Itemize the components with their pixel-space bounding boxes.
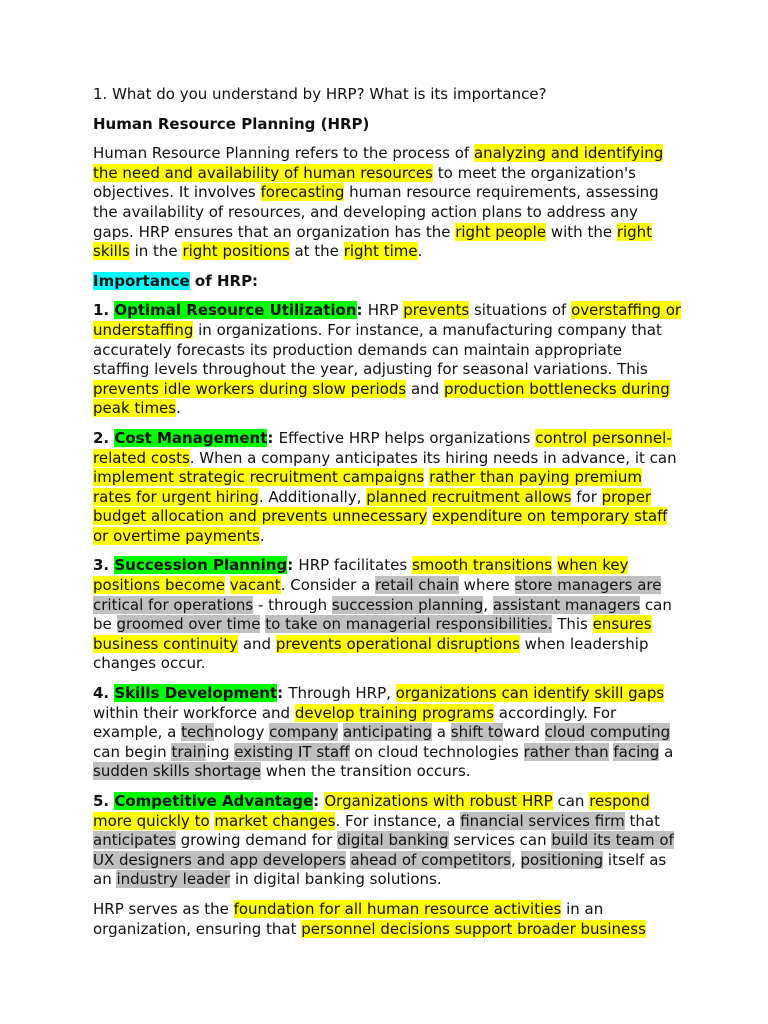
definition-paragraph <box>93 144 683 262</box>
highlighted-text: retail chain <box>375 576 459 595</box>
highlighted-text: train <box>171 742 207 761</box>
highlighted-text: financial services firm <box>460 811 625 830</box>
highlighted-text: implement strategic recruitment campaigns <box>93 468 425 487</box>
text-run: . <box>417 242 423 261</box>
highlighted-text: store managers are critical for operations <box>93 576 662 614</box>
importance-heading <box>93 272 683 292</box>
text-run: Effective HRP helps organizations <box>278 428 536 447</box>
bold-text: 1. <box>93 301 115 320</box>
highlighted-text: Skills Development <box>114 684 278 703</box>
text-run: in the <box>129 242 183 261</box>
highlighted-text: company <box>269 723 339 742</box>
text-run: . When a company anticipates its hiring needs in advance, it can <box>189 448 677 467</box>
text-run: a <box>659 742 674 761</box>
highlighted-text: organizations can identify skill gaps <box>395 684 665 703</box>
bold-text: 3. <box>93 556 115 575</box>
bold-text: 2. <box>93 428 115 447</box>
text-run: and <box>406 379 444 398</box>
highlighted-text: ensures business continuity <box>93 615 652 653</box>
highlighted-text: succession planning <box>331 595 484 614</box>
highlighted-text: facing <box>613 742 660 761</box>
highlighted-text: right people <box>455 222 547 241</box>
highlighted-text: industry leader <box>116 870 231 889</box>
point-2 <box>93 429 683 547</box>
text-run: . Additionally, <box>258 487 367 506</box>
closing-paragraph <box>93 900 683 939</box>
text-run: in digital banking solutions. <box>230 870 442 889</box>
text-run: where <box>458 576 515 595</box>
highlighted-text: ahead of competitors <box>350 850 511 869</box>
text-run: human resource requirements, assessing the availability of resources, and developing action plans to address any gaps. HRP ensures that an organization has the <box>93 183 659 241</box>
text-run: . <box>176 399 181 418</box>
bold-text: : <box>267 428 279 447</box>
point-3 <box>93 556 683 674</box>
highlighted-text: anticipating <box>343 723 433 742</box>
text-run: that <box>624 811 660 830</box>
bold-text: : <box>287 556 299 575</box>
highlighted-text: forecasting <box>260 183 345 202</box>
text-run: . Consider a <box>280 576 376 595</box>
text-run: when the transition occurs. <box>260 762 471 781</box>
text-run: to meet the organization's objectives. It involves <box>93 163 636 202</box>
highlighted-text: analyzing and identifying the need and availability of human resources <box>93 144 664 182</box>
text-run: at the <box>289 242 344 261</box>
bold-text: 4. <box>93 684 115 703</box>
text-run: when leadership changes occur. <box>93 634 649 673</box>
highlighted-text: rather than <box>523 742 609 761</box>
point-1 <box>93 301 683 419</box>
highlighted-text: vacant <box>229 576 281 595</box>
highlighted-text: market changes <box>214 811 336 830</box>
text-run: Through HRP, <box>288 684 396 703</box>
text-run: - through <box>253 595 332 614</box>
highlighted-text: production bottlenecks during peak times <box>93 379 670 418</box>
text-run: with the <box>546 222 617 241</box>
highlighted-text: planned recruitment allows <box>366 487 572 506</box>
highlighted-text: prevents operational disruptions <box>275 634 520 653</box>
highlighted-text: when key positions become <box>93 556 629 595</box>
bold-text: of HRP: <box>189 271 259 290</box>
highlighted-text: rather than paying premium rates for urgent hiring <box>93 468 642 506</box>
text-run: ing <box>206 742 235 761</box>
highlighted-text: digital banking <box>337 831 449 850</box>
text-run: 1. What do you understand by HRP? What is its importance? <box>93 85 547 103</box>
highlighted-text: tech <box>181 723 214 742</box>
highlighted-text: personnel decisions support broader business <box>301 919 646 938</box>
text-run: This <box>552 615 593 634</box>
highlighted-text: Succession Planning <box>114 556 288 575</box>
bold-text: : <box>356 301 368 320</box>
text-run: in organizations. For instance, a manufacturing company that accurately forecasts its production demands can maintain appropriate staffing levels throughout the year, adjusting for seasonal variations. This <box>93 320 662 379</box>
text-run: nology <box>213 723 270 742</box>
text-run: HRP <box>367 301 404 320</box>
highlighted-text: right skills <box>93 222 653 261</box>
text-run: itself as an <box>93 850 667 889</box>
bold-text: : <box>277 684 289 703</box>
highlighted-text: foundation for all human resource activities <box>233 899 562 918</box>
highlighted-text: Organizations with robust HRP <box>324 792 553 810</box>
highlighted-text: Competitive Advantage <box>114 792 314 810</box>
text-run: can begin <box>93 742 172 761</box>
text-run: on cloud technologies <box>349 742 524 761</box>
highlighted-text: existing IT staff <box>234 742 350 761</box>
point-5 <box>93 792 683 890</box>
text-run: Human Resource Planning refers to the process of <box>93 144 474 163</box>
text-run: . <box>259 526 265 545</box>
highlighted-text: sudden skills shortage <box>93 762 261 781</box>
highlighted-text: Importance <box>93 271 190 290</box>
bold-text: : <box>313 792 325 810</box>
text-run: , <box>483 595 493 614</box>
text-run: . For instance, a <box>335 811 461 830</box>
highlighted-text: prevents idle workers during slow periods <box>93 379 407 398</box>
text-run: can be <box>93 595 672 634</box>
point-4 <box>93 684 683 782</box>
text-run: services can <box>448 831 552 850</box>
highlighted-text: groomed over time <box>116 615 261 634</box>
highlighted-text: right positions <box>182 242 290 261</box>
bold-text: 5. <box>93 792 115 810</box>
text-run: HRP facilitates <box>298 556 412 575</box>
highlighted-text: anticipates <box>93 831 176 850</box>
text-run: within their workforce and <box>93 703 295 722</box>
text-run: in an organization, ensuring that <box>93 899 604 938</box>
highlighted-text: right time <box>343 242 418 261</box>
text-run: accordingly. For example, a <box>93 703 617 742</box>
bold-text: Human Resource Planning (HRP) <box>93 114 370 133</box>
highlighted-text: proper budget allocation and prevents unnecessary <box>93 487 652 526</box>
highlighted-text: Optimal Resource Utilization <box>114 301 357 320</box>
text-run: for <box>571 487 602 506</box>
highlighted-text: develop training programs <box>294 703 495 722</box>
highlighted-text: overstaffing or understaffing <box>93 301 682 339</box>
highlighted-text: prevents <box>403 301 470 320</box>
highlighted-text: Cost Management <box>114 428 268 447</box>
highlighted-text: cloud computing <box>544 723 671 742</box>
text-run: ward <box>502 723 545 742</box>
highlighted-text: build its team of UX designers and app developers <box>93 831 674 869</box>
highlighted-text: assistant managers <box>492 595 641 614</box>
text-run: growing demand for <box>175 831 338 850</box>
text-run: can <box>552 792 590 810</box>
highlighted-text: control personnel-related costs <box>93 428 672 467</box>
text-run: and <box>238 634 276 653</box>
highlighted-text: shift to <box>450 723 503 742</box>
text-run: a <box>432 723 451 742</box>
text-run: situations of <box>469 301 572 320</box>
section-heading <box>93 115 683 135</box>
document-page <box>93 85 683 949</box>
text-run: HRP serves as the <box>93 899 234 918</box>
highlighted-text: respond more quickly to <box>93 792 650 830</box>
highlighted-text: expenditure on temporary staff or overtime payments <box>93 507 668 545</box>
highlighted-text: to take on managerial responsibilities. <box>265 615 553 634</box>
highlighted-text: positioning <box>520 850 604 869</box>
text-run: , <box>510 850 521 869</box>
highlighted-text: smooth transitions <box>411 556 553 575</box>
question-line <box>93 85 683 105</box>
